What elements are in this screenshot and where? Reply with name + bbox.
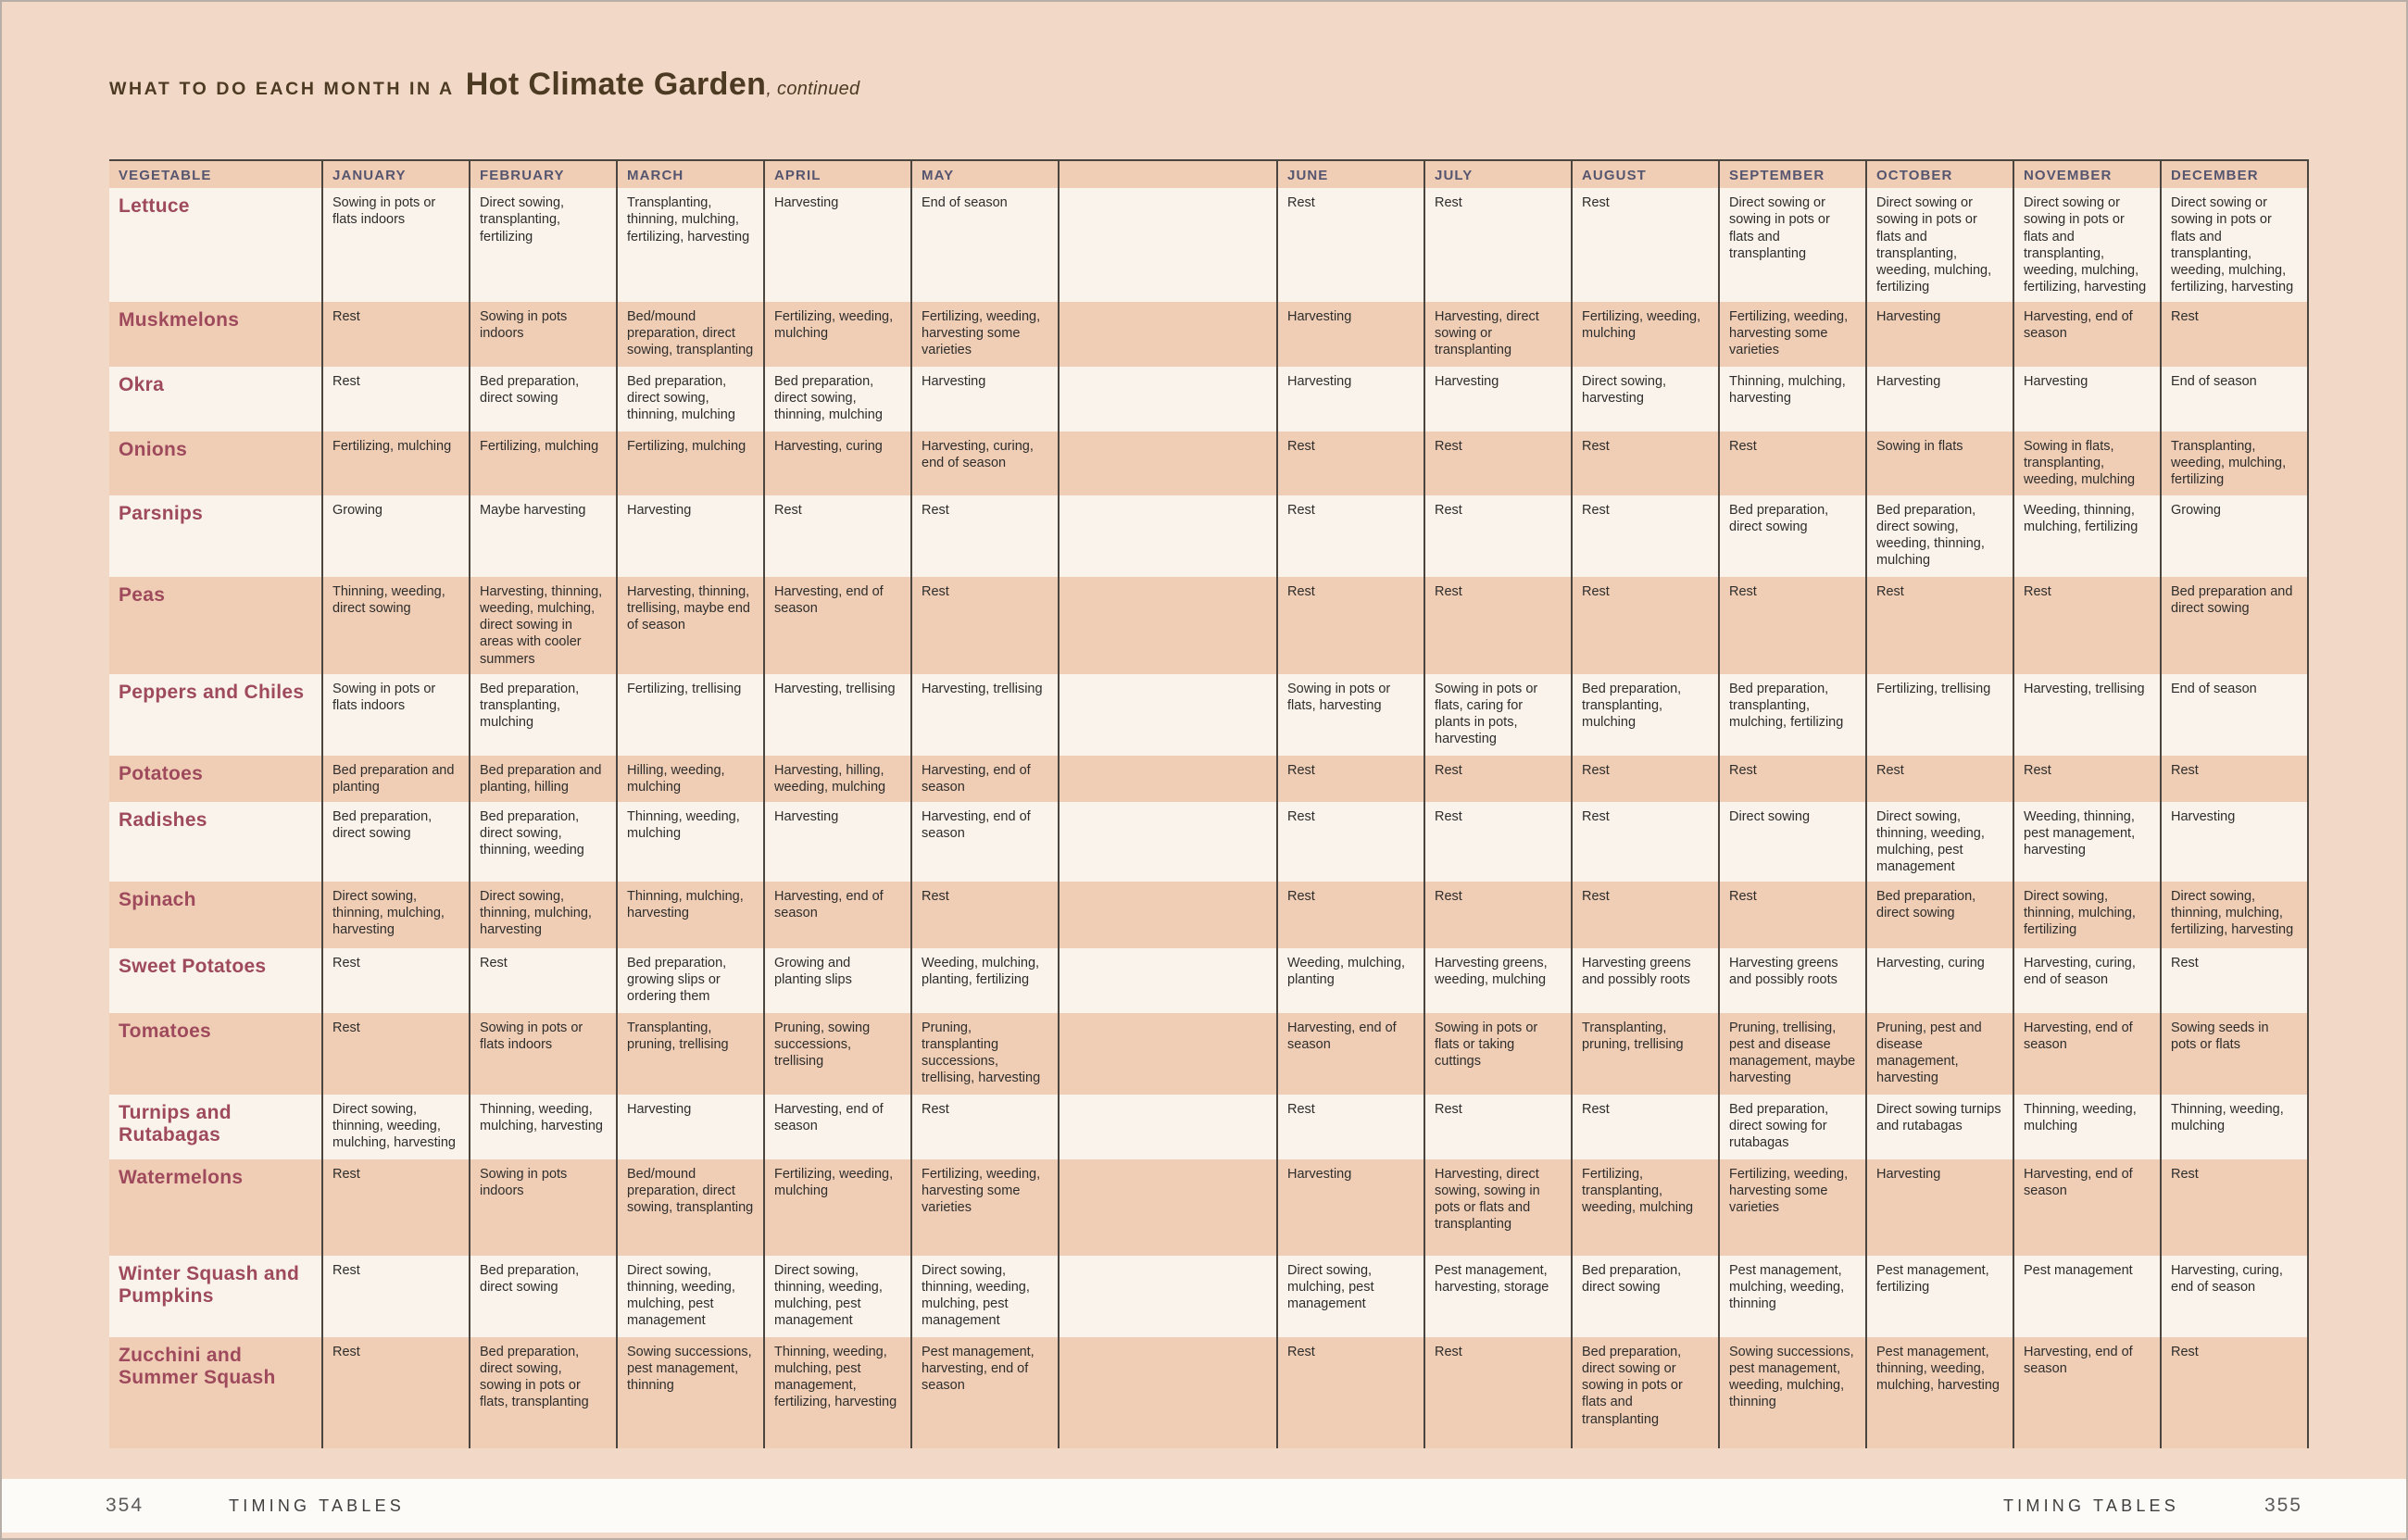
task-cell: Sowing in flats [1866, 432, 2013, 495]
task-cell: Harvesting, end of season [764, 882, 911, 948]
task-cell: Bed preparation, direct sowing for rutabagas [1719, 1095, 1866, 1159]
timing-table [109, 159, 2309, 1448]
task-cell: Maybe harvesting [470, 495, 617, 577]
task-cell: Bed preparation, direct sowing [322, 802, 470, 882]
task-cell: Rest [1572, 882, 1719, 948]
task-cell: Rest [322, 302, 470, 367]
task-cell: Harvesting, direct sowing or transplanting [1424, 302, 1572, 367]
task-cell: Rest [2013, 756, 2161, 802]
task-cell: Bed preparation, transplanting, mulching [1572, 674, 1719, 756]
task-cell: Rest [1572, 1095, 1719, 1159]
table-body [109, 188, 2308, 1448]
task-cell: Pest management, mulching, weeding, thinning [1719, 1256, 1866, 1337]
vegetable-name: Spinach [119, 888, 196, 910]
table-row [109, 1337, 2308, 1448]
task-cell: Fertilizing, trellising [1866, 674, 2013, 756]
table-row [109, 802, 2308, 882]
task-cell: End of season [911, 188, 1059, 302]
footer-section-right: TIMING TABLES [2002, 1496, 2179, 1515]
column-header-month: SEPTEMBER [1719, 160, 1866, 188]
task-cell: Direct sowing, mulching, pest management [1277, 1256, 1424, 1337]
table-row [109, 432, 2308, 495]
column-header-month: FEBRUARY [470, 160, 617, 188]
task-cell: Growing [322, 495, 470, 577]
task-cell: Bed preparation, direct sowing, thinning, mulching [617, 367, 764, 432]
task-cell: Harvesting greens, weeding, mulching [1424, 948, 1572, 1013]
task-cell: Direct sowing, thinning, mulching, harvesting [470, 882, 617, 948]
column-header-month: APRIL [764, 160, 911, 188]
task-cell: Harvesting, curing, end of season [911, 432, 1059, 495]
task-cell: Rest [1424, 495, 1572, 577]
task-cell: Transplanting, pruning, trellising [1572, 1013, 1719, 1095]
task-cell: Direct sowing turnips and rutabagas [1866, 1095, 2013, 1159]
task-cell: Sowing seeds in pots or flats [2161, 1013, 2308, 1095]
task-cell: Harvesting, curing [764, 432, 911, 495]
task-cell: Direct sowing, thinning, weeding, mulching, pest management [617, 1256, 764, 1337]
task-cell: Fertilizing, weeding, mulching [764, 302, 911, 367]
page-number-left: 354 [106, 1495, 144, 1516]
task-cell: Harvesting greens and possibly roots [1572, 948, 1719, 1013]
page-number-right: 355 [2264, 1495, 2302, 1516]
vegetable-name: Muskmelons [119, 308, 240, 331]
spine-gap [1059, 1337, 1277, 1448]
spine-gap [1059, 367, 1277, 432]
task-cell: Pest management, thinning, weeding, mulching, harvesting [1866, 1337, 2013, 1448]
task-cell: Harvesting, end of season [1277, 1013, 1424, 1095]
column-header-month: NOVEMBER [2013, 160, 2161, 188]
vegetable-name: Peas [119, 583, 166, 606]
column-header-vegetable: VEGETABLE [119, 168, 212, 183]
table-row [109, 302, 2308, 367]
table-row [109, 756, 2308, 802]
task-cell: Transplanting, weeding, mulching, fertilizing [2161, 432, 2308, 495]
spine-gap [1059, 1095, 1277, 1159]
task-cell: Bed preparation, direct sowing [470, 367, 617, 432]
task-cell: Rest [911, 495, 1059, 577]
title-main: Hot Climate Garden [465, 67, 767, 102]
spine-gap [1059, 756, 1277, 802]
task-cell: Harvesting [617, 1095, 764, 1159]
task-cell: Bed preparation, transplanting, mulching, fertilizing [1719, 674, 1866, 756]
spine-gap [1059, 882, 1277, 948]
task-cell: Pest management, fertilizing [1866, 1256, 2013, 1337]
vegetable-name: Peppers and Chiles [119, 681, 305, 703]
task-cell: Sowing in pots indoors [470, 302, 617, 367]
task-cell: Weeding, thinning, pest management, harvesting [2013, 802, 2161, 882]
vegetable-name: Winter Squash and Pumpkins [119, 1262, 300, 1307]
task-cell: Rest [1277, 882, 1424, 948]
task-cell: Harvesting, end of season [764, 1095, 911, 1159]
task-cell: Harvesting [1424, 367, 1572, 432]
task-cell: Pest management, harvesting, end of season [911, 1337, 1059, 1448]
task-cell: Rest [322, 1337, 470, 1448]
task-cell: Rest [911, 882, 1059, 948]
task-cell: Rest [1572, 432, 1719, 495]
task-cell: Sowing successions, pest management, weeding, mulching, thinning [1719, 1337, 1866, 1448]
task-cell: Rest [2161, 948, 2308, 1013]
task-cell: Direct sowing, thinning, mulching, fertilizing, harvesting [2161, 882, 2308, 948]
task-cell: Rest [1424, 882, 1572, 948]
task-cell: Thinning, weeding, mulching, pest management, fertilizing, harvesting [764, 1337, 911, 1448]
task-cell: Rest [1277, 802, 1424, 882]
task-cell: Weeding, mulching, planting [1277, 948, 1424, 1013]
spine-gap [1059, 802, 1277, 882]
task-cell: Rest [1719, 577, 1866, 674]
task-cell: Rest [1572, 802, 1719, 882]
task-cell: End of season [2161, 367, 2308, 432]
task-cell: Harvesting, curing, end of season [2013, 948, 2161, 1013]
task-cell: Harvesting, thinning, trellising, maybe end of season [617, 577, 764, 674]
table-row [109, 882, 2308, 948]
task-cell: Harvesting [911, 367, 1059, 432]
task-cell: Rest [470, 948, 617, 1013]
task-cell: Growing and planting slips [764, 948, 911, 1013]
task-cell: Bed preparation and direct sowing [2161, 577, 2308, 674]
task-cell: Sowing successions, pest management, thinning [617, 1337, 764, 1448]
task-cell: Sowing in flats, transplanting, weeding, mulching [2013, 432, 2161, 495]
task-cell: Rest [1424, 756, 1572, 802]
vegetable-name: Watermelons [119, 1166, 244, 1188]
task-cell: Bed preparation, direct sowing, weeding, thinning, mulching [1866, 495, 2013, 577]
task-cell: Thinning, weeding, mulching [617, 802, 764, 882]
task-cell: Fertilizing, mulching [617, 432, 764, 495]
task-cell: Harvesting [1866, 367, 2013, 432]
task-cell: Rest [1277, 577, 1424, 674]
vegetable-name: Tomatoes [119, 1020, 212, 1042]
task-cell: Direct sowing, thinning, weeding, mulching, pest management [1866, 802, 2013, 882]
task-cell: Rest [1277, 1337, 1424, 1448]
column-header-month: OCTOBER [1866, 160, 2013, 188]
task-cell: Harvesting [2013, 367, 2161, 432]
task-cell: Fertilizing, weeding, harvesting some varieties [911, 302, 1059, 367]
task-cell: Direct sowing or sowing in pots or flats and transplanting, weeding, mulching, fertilizing, harvesting [2013, 188, 2161, 302]
task-cell: Thinning, weeding, mulching, harvesting [470, 1095, 617, 1159]
task-cell: Rest [1424, 577, 1572, 674]
table-row [109, 188, 2308, 302]
spine-gap-header [1059, 160, 1277, 188]
task-cell: Rest [1424, 802, 1572, 882]
task-cell: Sowing in pots or flats indoors [322, 674, 470, 756]
task-cell: Rest [1424, 1337, 1572, 1448]
title-prefix: WHAT TO DO EACH MONTH IN A [109, 79, 455, 99]
vegetable-name: Radishes [119, 808, 207, 831]
task-cell: Rest [2161, 302, 2308, 367]
task-cell: Bed preparation and planting, hilling [470, 756, 617, 802]
task-cell: Harvesting, curing [1866, 948, 2013, 1013]
task-cell: Harvesting [1277, 367, 1424, 432]
task-cell: Bed preparation, direct sowing [1572, 1256, 1719, 1337]
spine-gap [1059, 948, 1277, 1013]
task-cell: Growing [2161, 495, 2308, 577]
task-cell: Bed preparation, direct sowing, thinning, weeding [470, 802, 617, 882]
vegetable-name: Potatoes [119, 762, 204, 784]
task-cell: Transplanting, thinning, mulching, fertilizing, harvesting [617, 188, 764, 302]
task-cell: Rest [1866, 756, 2013, 802]
task-cell: Rest [322, 1159, 470, 1256]
task-cell: Harvesting, end of season [911, 756, 1059, 802]
task-cell: Fertilizing, transplanting, weeding, mulching [1572, 1159, 1719, 1256]
task-cell: Rest [1424, 432, 1572, 495]
task-cell: Harvesting, end of season [2013, 1159, 2161, 1256]
page-title [109, 67, 859, 103]
task-cell: Rest [322, 948, 470, 1013]
task-cell: Rest [2013, 577, 2161, 674]
task-cell: Weeding, thinning, mulching, fertilizing [2013, 495, 2161, 577]
task-cell: Bed/mound preparation, direct sowing, transplanting [617, 1159, 764, 1256]
task-cell: Rest [911, 1095, 1059, 1159]
task-cell: Bed preparation, direct sowing or sowing in pots or flats and transplanting [1572, 1337, 1719, 1448]
task-cell: Harvesting, end of season [2013, 1013, 2161, 1095]
task-cell: Weeding, mulching, planting, fertilizing [911, 948, 1059, 1013]
task-cell: Rest [1572, 495, 1719, 577]
spine-gap [1059, 1013, 1277, 1095]
table-row [109, 948, 2308, 1013]
task-cell: Rest [1572, 577, 1719, 674]
task-cell: Harvesting, end of season [764, 577, 911, 674]
task-cell: Harvesting [1277, 302, 1424, 367]
task-cell: Rest [1277, 1095, 1424, 1159]
task-cell: Transplanting, pruning, trellising [617, 1013, 764, 1095]
vegetable-name: Okra [119, 373, 165, 395]
task-cell: Direct sowing, harvesting [1572, 367, 1719, 432]
task-cell: Bed preparation, direct sowing [470, 1256, 617, 1337]
spine-gap [1059, 1159, 1277, 1256]
task-cell: Harvesting greens and possibly roots [1719, 948, 1866, 1013]
column-header-month: MARCH [617, 160, 764, 188]
task-cell: Sowing in pots indoors [470, 1159, 617, 1256]
task-cell: Rest [322, 1256, 470, 1337]
column-header-month: JANUARY [322, 160, 470, 188]
task-cell: Fertilizing, weeding, harvesting some varieties [1719, 1159, 1866, 1256]
table-header-row [109, 160, 2308, 188]
task-cell: Harvesting, end of season [2013, 302, 2161, 367]
task-cell: Rest [322, 1013, 470, 1095]
spine-gap [1059, 577, 1277, 674]
table-row [109, 367, 2308, 432]
task-cell: Sowing in pots or flats, harvesting [1277, 674, 1424, 756]
task-cell: Fertilizing, trellising [617, 674, 764, 756]
column-header-month: AUGUST [1572, 160, 1719, 188]
footer-section-left: TIMING TABLES [229, 1496, 406, 1515]
spine-gap [1059, 188, 1277, 302]
task-cell: Rest [1277, 432, 1424, 495]
table-row [109, 1013, 2308, 1095]
task-cell: Harvesting [617, 495, 764, 577]
task-cell: Rest [1866, 577, 2013, 674]
task-cell: Thinning, weeding, mulching [2013, 1095, 2161, 1159]
table-row [109, 674, 2308, 756]
vegetable-name: Sweet Potatoes [119, 955, 267, 977]
task-cell: Fertilizing, mulching [470, 432, 617, 495]
task-cell: Harvesting [1866, 1159, 2013, 1256]
vegetable-name: Turnips and Rutabagas [119, 1101, 232, 1146]
task-cell: Rest [1572, 188, 1719, 302]
task-cell: Rest [2161, 1337, 2308, 1448]
task-cell: Bed/mound preparation, direct sowing, transplanting [617, 302, 764, 367]
task-cell: Harvesting [2161, 802, 2308, 882]
task-cell: Harvesting [764, 802, 911, 882]
task-cell: Harvesting, thinning, weeding, mulching, direct sowing in areas with cooler summers [470, 577, 617, 674]
task-cell: Thinning, mulching, harvesting [617, 882, 764, 948]
page-footer [2, 1479, 2406, 1533]
task-cell: Harvesting, end of season [2013, 1337, 2161, 1448]
task-cell: Harvesting, trellising [2013, 674, 2161, 756]
task-cell: Hilling, weeding, mulching [617, 756, 764, 802]
task-cell: Bed preparation, direct sowing [1866, 882, 2013, 948]
task-cell: Direct sowing or sowing in pots or flats and transplanting, weeding, mulching, fertilizing, harvesting [2161, 188, 2308, 302]
task-cell: Harvesting, hilling, weeding, mulching [764, 756, 911, 802]
table-row [109, 1095, 2308, 1159]
task-cell: Sowing in pots or flats or taking cuttings [1424, 1013, 1572, 1095]
table-row [109, 577, 2308, 674]
task-cell: Pruning, transplanting successions, trellising, harvesting [911, 1013, 1059, 1095]
task-cell: Thinning, mulching, harvesting [1719, 367, 1866, 432]
spine-gap [1059, 432, 1277, 495]
task-cell: Bed preparation, direct sowing, thinning, mulching [764, 367, 911, 432]
task-cell: Direct sowing, thinning, mulching, harvesting [322, 882, 470, 948]
spine-gap [1059, 1256, 1277, 1337]
task-cell: Fertilizing, mulching [322, 432, 470, 495]
task-cell: Harvesting [1866, 302, 2013, 367]
task-cell: Harvesting, trellising [911, 674, 1059, 756]
vegetable-name: Onions [119, 438, 188, 460]
task-cell: Harvesting [764, 188, 911, 302]
task-cell: Rest [322, 367, 470, 432]
task-cell: Direct sowing, thinning, weeding, mulching, harvesting [322, 1095, 470, 1159]
task-cell: Bed preparation and planting [322, 756, 470, 802]
task-cell: Direct sowing, thinning, mulching, fertilizing [2013, 882, 2161, 948]
table-row [109, 1159, 2308, 1256]
task-cell: Pest management [2013, 1256, 2161, 1337]
task-cell: Rest [1719, 756, 1866, 802]
task-cell: Rest [1424, 188, 1572, 302]
task-cell: Rest [1424, 1095, 1572, 1159]
task-cell: Harvesting [1277, 1159, 1424, 1256]
vegetable-name: Parsnips [119, 502, 204, 524]
task-cell: Rest [1277, 495, 1424, 577]
task-cell: Thinning, weeding, mulching [2161, 1095, 2308, 1159]
task-cell: Bed preparation, growing slips or ordering them [617, 948, 764, 1013]
vegetable-name: Lettuce [119, 195, 190, 217]
task-cell: Rest [1572, 756, 1719, 802]
task-cell: Direct sowing, thinning, weeding, mulching, pest management [911, 1256, 1059, 1337]
column-header-month: DECEMBER [2161, 160, 2308, 188]
column-header-month: JUNE [1277, 160, 1424, 188]
column-header-month: JULY [1424, 160, 1572, 188]
task-cell: Rest [1277, 188, 1424, 302]
task-cell: Pest management, harvesting, storage [1424, 1256, 1572, 1337]
task-cell: Direct sowing, transplanting, fertilizing [470, 188, 617, 302]
task-cell: Thinning, weeding, direct sowing [322, 577, 470, 674]
task-cell: Rest [911, 577, 1059, 674]
task-cell: Pruning, sowing successions, trellising [764, 1013, 911, 1095]
task-cell: Rest [1277, 756, 1424, 802]
column-header-month: MAY [911, 160, 1059, 188]
task-cell: Direct sowing [1719, 802, 1866, 882]
task-cell: Bed preparation, direct sowing [1719, 495, 1866, 577]
task-cell: Direct sowing, thinning, weeding, mulching, pest management [764, 1256, 911, 1337]
task-cell: Fertilizing, weeding, mulching [1572, 302, 1719, 367]
spine-gap [1059, 302, 1277, 367]
table-row [109, 495, 2308, 577]
task-cell: Fertilizing, weeding, harvesting some varieties [911, 1159, 1059, 1256]
task-cell: Rest [1719, 882, 1866, 948]
task-cell: Harvesting, curing, end of season [2161, 1256, 2308, 1337]
task-cell: Rest [764, 495, 911, 577]
vegetable-name: Zucchini and Summer Squash [119, 1344, 276, 1388]
title-suffix: , continued [766, 79, 860, 99]
footer-right [2003, 1495, 2302, 1517]
task-cell: Harvesting, trellising [764, 674, 911, 756]
footer-left [106, 1495, 405, 1517]
task-cell: Sowing in pots or flats, caring for plants in pots, harvesting [1424, 674, 1572, 756]
task-cell: Harvesting, direct sowing, sowing in pots or flats and transplanting [1424, 1159, 1572, 1256]
task-cell: Rest [1719, 432, 1866, 495]
task-cell: Direct sowing or sowing in pots or flats and transplanting [1719, 188, 1866, 302]
task-cell: Pruning, pest and disease management, harvesting [1866, 1013, 2013, 1095]
spine-gap [1059, 674, 1277, 756]
task-cell: Bed preparation, transplanting, mulching [470, 674, 617, 756]
task-cell: Bed preparation, direct sowing, sowing in pots or flats, transplanting [470, 1337, 617, 1448]
task-cell: Pruning, trellising, pest and disease management, maybe harvesting [1719, 1013, 1866, 1095]
task-cell: Fertilizing, weeding, mulching [764, 1159, 911, 1256]
task-cell: Rest [2161, 1159, 2308, 1256]
task-cell: End of season [2161, 674, 2308, 756]
task-cell: Direct sowing or sowing in pots or flats and transplanting, weeding, mulching, fertilizing [1866, 188, 2013, 302]
spine-gap [1059, 495, 1277, 577]
task-cell: Rest [2161, 756, 2308, 802]
task-cell: Sowing in pots or flats indoors [322, 188, 470, 302]
task-cell: Harvesting, end of season [911, 802, 1059, 882]
task-cell: Fertilizing, weeding, harvesting some varieties [1719, 302, 1866, 367]
task-cell: Sowing in pots or flats indoors [470, 1013, 617, 1095]
table-row [109, 1256, 2308, 1337]
